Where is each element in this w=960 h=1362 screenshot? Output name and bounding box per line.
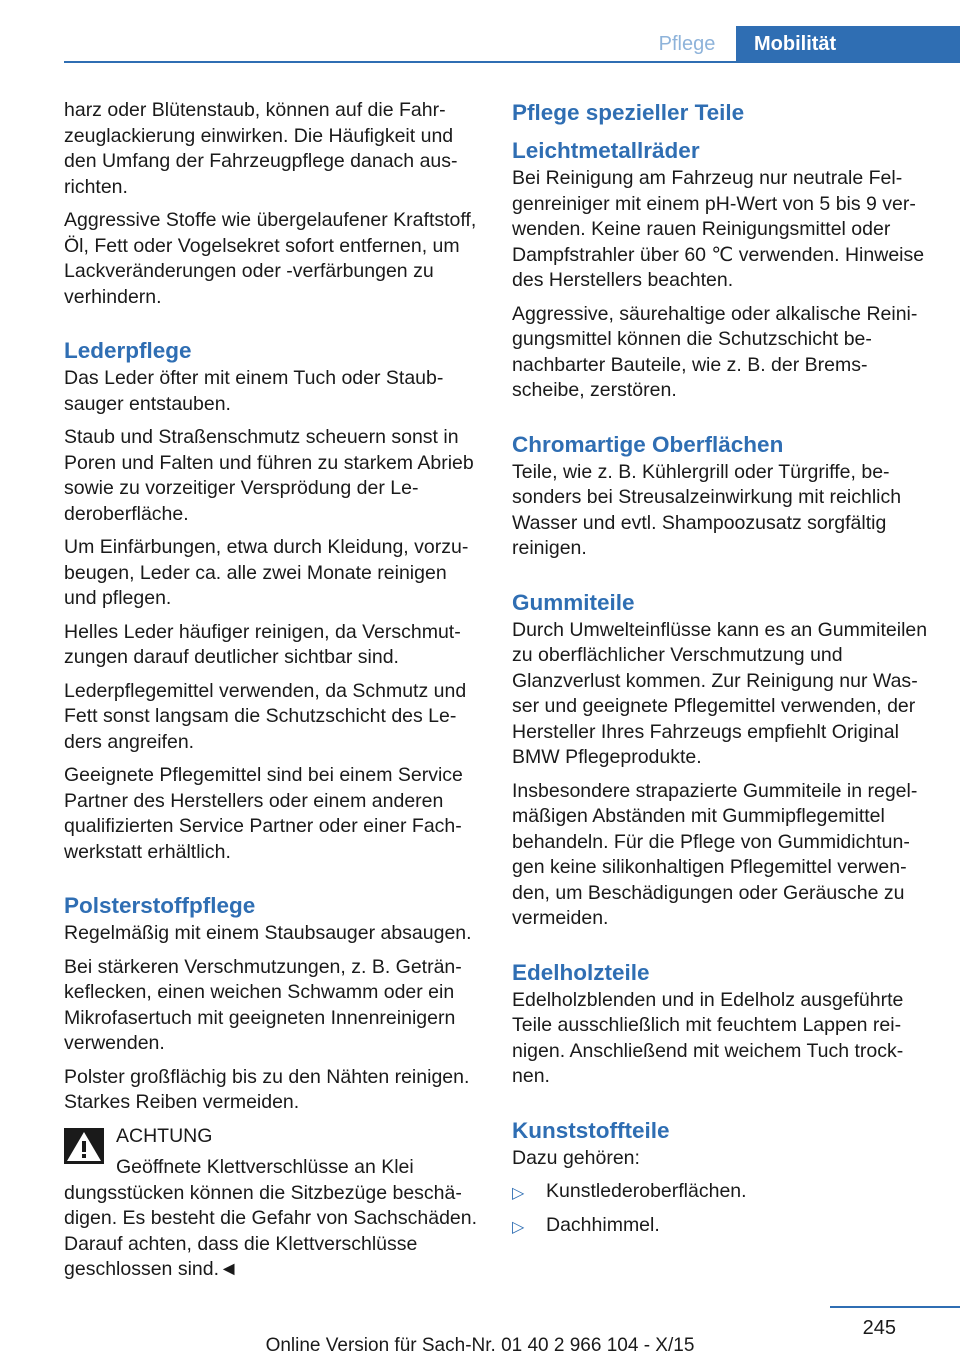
list-item — [512, 1213, 930, 1239]
triangle-bullet-icon: ▷ — [512, 1185, 525, 1202]
list-item-text: Dachhimmel. — [546, 1213, 660, 1236]
right-column — [512, 98, 930, 1246]
warning-triangle-icon — [64, 1128, 104, 1164]
heading-lederpflege: Lederpflege — [64, 338, 192, 363]
paragraph: Das Leder öfter mit einem Tuch oder Staubsauger entstauben. — [64, 367, 444, 415]
warning-text: dungsstücken können die Sitzbezüge beschädigen. Es besteht die Gefahr von Sachschäden. Darauf achten, dass die Klettverschlüsse geschlossen sind.◄ — [64, 1181, 478, 1280]
paragraph: Edelholzblenden und in Edelholz ausgeführte Teile ausschließlich mit feuchtem Lappen reinigen. Anschließend mit weichem Tuch trocknen. — [512, 988, 904, 1087]
paragraph: Durch Umwelteinflüsse kann es an Gummiteilen zu oberflächlicher Verschmutzung und Glanzverlust kommen. Zur Reinigung nur Wasser und geeignete Pflegemittel verwenden, der Hersteller Ihres Fahrzeugs empfiehlt Original BMW Pflegeprodukte. — [512, 618, 928, 768]
paragraph: Um Einfärbungen, etwa durch Kleidung, vorzubeugen, Leder ca. alle zwei Monate reinigen und pflegen. — [64, 536, 469, 609]
paragraph: Aggressive Stoffe wie übergelaufener Kraftstoff, Öl, Fett oder Vogelsekret sofort entfernen, um Lackveränderungen oder -verfärbungen zu verhindern. — [64, 209, 477, 308]
list-item — [512, 1179, 930, 1205]
heading-polsterstoffpflege: Polsterstoffpflege — [64, 893, 256, 918]
warning-text-first-line: Geöffnete Klettverschlüsse an Klei — [116, 1156, 414, 1178]
paragraph: Teile, wie z. B. Kühlergrill oder Türgriffe, besonders bei Streusalzeinwirkung mit reichlich Wasser und evtl. Shampoozusatz sorgfältig reinigen. — [512, 460, 902, 559]
heading-kunststoffteile: Kunststoffteile — [512, 1117, 670, 1143]
paragraph: Lederpflegemittel verwenden, da Schmutz und Fett sonst langsam die Schutzschicht des Leders angreifen. — [64, 679, 467, 753]
paragraph: Bei Reinigung am Fahrzeug nur neutrale Felgenreiniger mit einem pH-Wert von 5 bis 9 verwenden. Keine rauen Reinigungsmittel oder Dampfstrahler über 60 ℃ verwenden. Hinweise des Herstellers beachten. — [512, 167, 925, 291]
header-tab-mobilitaet[interactable]: Mobilität — [736, 26, 960, 62]
heading-gummiteile: Gummiteile — [512, 589, 635, 615]
header-rule — [64, 61, 960, 63]
paragraph: Helles Leder häufiger reinigen, da Verschmutzungen darauf deutlicher sichtbar sind. — [64, 620, 461, 668]
paragraph: Polster großflächig bis zu den Nähten reinigen. Starkes Reiben vermeiden. — [64, 1065, 470, 1113]
page-header — [0, 0, 960, 62]
paragraph: Aggressive, säurehaltige oder alkalische Reinigungsmittel können die Schutzschicht benachbarter Bauteile, wie z. B. der Bremsscheibe, zerstören. — [512, 302, 918, 401]
heading-edelholzteile: Edelholzteile — [512, 959, 650, 985]
page-number: 245 — [862, 1317, 896, 1339]
warning-title: ACHTUNG — [116, 1124, 213, 1147]
heading-pflege-spezieller-teile: Pflege spezieller Teile — [512, 100, 745, 125]
paragraph: Geeignete Pflegemittel sind bei einem Service Partner des Herstellers oder einem anderen qualifizierten Service Partner oder einer Fachwerkstatt erhältlich. — [64, 764, 463, 863]
footer-rule — [830, 1306, 960, 1308]
paragraph: Insbesondere strapazierte Gummiteile in regelmäßigen Abständen mit Gummipflegemittel behandeln. Für die Pflege von Gummidichtungen keine silikonhaltigen Pflegemittel verwenden, um Beschädigungen oder Geräusche zu vermeiden. — [512, 779, 918, 929]
triangle-bullet-icon: ▷ — [512, 1218, 525, 1236]
heading-chromartige-oberflaechen: Chromartige Oberflächen — [512, 431, 784, 457]
warning-box — [64, 1124, 480, 1283]
paragraph: Dazu gehören: — [512, 1146, 640, 1169]
paragraph: Bei stärkeren Verschmutzungen, z. B. Getränkeflecken, einen weichen Schwamm oder ein Mikrofasertuch mit geeigneten Innenreinigern verwenden. — [64, 955, 462, 1054]
heading-leichtmetallraeder: Leichtmetallräder — [512, 138, 700, 163]
paragraph: Staub und Straßenschmutz scheuern sonst in Poren und Falten und führen zu starkem Abrieb sowie zu vorzeitiger Versprödung der Lederoberfläche. — [64, 426, 474, 525]
left-column — [64, 98, 480, 1283]
header-tab-pflege[interactable]: Pflege — [658, 33, 716, 55]
paragraph: harz oder Blütenstaub, können auf die Fahrzeuglackierung einwirken. Die Häufigkeit und den Umfang der Fahrzeugpflege danach ausrichten. — [64, 99, 458, 198]
bullet-list — [512, 1179, 930, 1238]
online-version-note: Online Version für Sach-Nr. 01 40 2 966 104 - X/15 — [265, 1335, 695, 1356]
list-item-text: Kunstlederoberflächen. — [546, 1180, 747, 1202]
paragraph: Regelmäßig mit einem Staubsauger absaugen. — [64, 922, 472, 944]
